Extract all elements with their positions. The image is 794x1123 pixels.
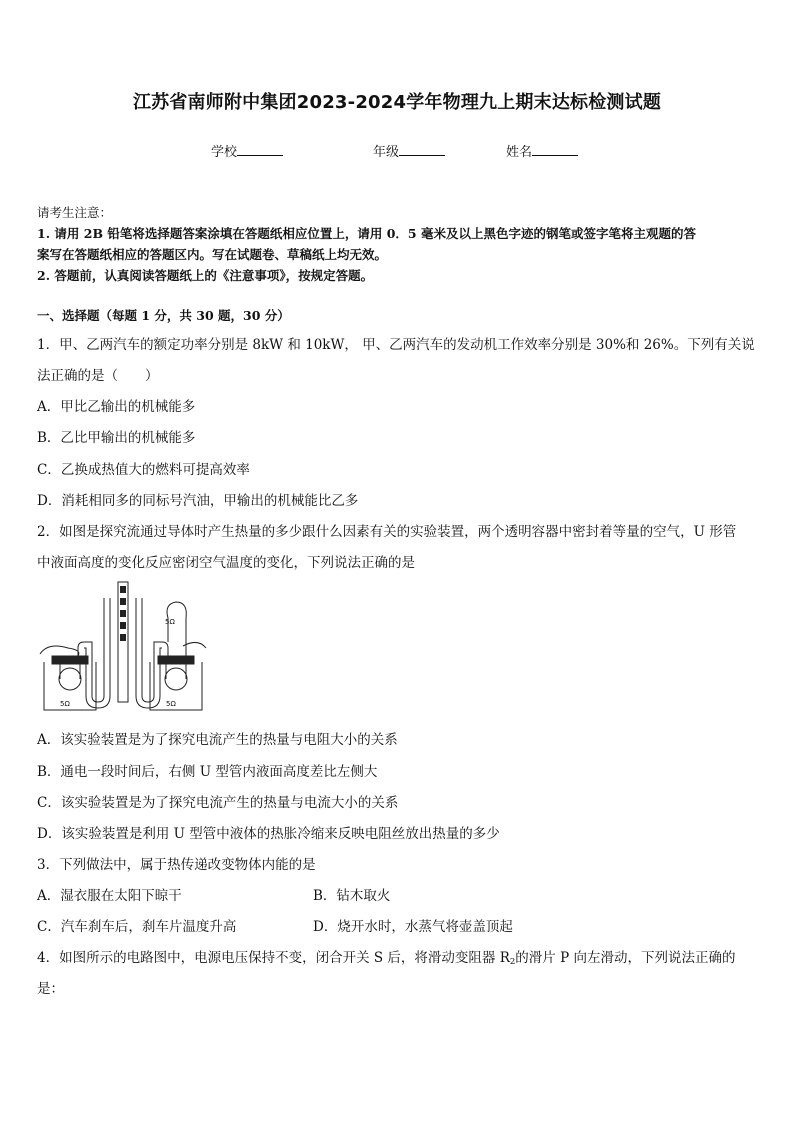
school-field bbox=[211, 141, 283, 160]
q4-stem-part1: 4．如图所示的电路图中，电源电压保持不变，闭合开关 S 后，将滑动变阻器 R bbox=[37, 950, 510, 966]
q4-r-subscript: 2 bbox=[509, 957, 516, 967]
q4-stem-a bbox=[37, 946, 735, 967]
grade-blank bbox=[399, 143, 445, 156]
q1-option-a: A．甲比乙输出的机械能多 bbox=[37, 399, 196, 415]
name-field bbox=[506, 141, 578, 160]
grade-label: 年级 bbox=[373, 145, 400, 160]
q1-option-b: B．乙比甲输出的机械能多 bbox=[37, 430, 196, 446]
q3-stem: 3．下列做法中，属于热传递改变物体内能的是 bbox=[37, 857, 316, 873]
notice-heading: 请考生注意： bbox=[37, 205, 113, 220]
parallel-resistor-wire bbox=[167, 602, 186, 656]
q2-option-c: C．该实验装置是为了探究电流产生的热量与电流大小的关系 bbox=[37, 795, 399, 811]
name-blank bbox=[532, 143, 578, 156]
q1-stem-a: 1．甲、乙两汽车的额定功率分别是 8kW 和 10kW， 甲、乙两汽车的发动机工作效率分别是 30%和 26%。下列有关说 bbox=[37, 337, 755, 353]
q3-option-a: A．湿衣服在太阳下晾干 bbox=[37, 888, 182, 904]
joule-heating-apparatus-figure bbox=[38, 578, 208, 718]
q2-stem-b: 中液面高度的变化反应密闭空气温度的变化，下列说法正确的是 bbox=[37, 555, 415, 571]
section-heading: 一、选择题（每题 1 分，共 30 题，30 分） bbox=[37, 308, 290, 323]
q1-stem-b: 法正确的是（ ） bbox=[37, 368, 159, 384]
notice-line-1a: 1. 请用 2B 铅笔将选择题答案涂填在答题纸相应位置上，请用 0．5 毫米及以上黑色字迹的钢笔或签字笔将主观题的答 bbox=[37, 226, 696, 241]
right-container bbox=[150, 662, 202, 710]
notice-line-1b: 案写在答题纸相应的答题区内。写在试题卷、草稿纸上均无效。 bbox=[37, 247, 388, 262]
notice-line-2: 2. 答题前，认真阅读答题纸上的《注意事项》，按规定答题。 bbox=[37, 268, 374, 283]
page-title: 江苏省南师附中集团2023-2024学年物理九上期末达标检测试题 bbox=[132, 92, 662, 113]
q1-option-d: D．消耗相同多的同标号汽油，甲输出的机械能比乙多 bbox=[37, 493, 359, 509]
right-u-tube bbox=[142, 598, 168, 702]
q2-option-d: D．该实验装置是利用 U 型管中液体的热胀冷缩来反映电阻丝放出热量的多少 bbox=[37, 826, 500, 842]
left-container-lid bbox=[52, 656, 88, 664]
q1-option-c: C．乙换成热值大的燃料可提高效率 bbox=[37, 462, 250, 478]
q2-option-a: A．该实验装置是为了探究电流产生的热量与电阻大小的关系 bbox=[37, 732, 398, 748]
left-resistor-label: 5Ω bbox=[60, 700, 70, 708]
right-container-lid bbox=[158, 656, 194, 664]
grade-field bbox=[373, 141, 445, 160]
school-blank bbox=[237, 143, 283, 156]
q3-option-b: B．钻木取火 bbox=[313, 888, 391, 904]
right-top-resistor-label: 5Ω bbox=[165, 618, 175, 626]
left-u-tube bbox=[78, 598, 104, 702]
q2-option-b: B．通电一段时间后，右侧 U 型管内液面高度差比左侧大 bbox=[37, 764, 378, 780]
q4-stem-b: 是： bbox=[37, 981, 64, 997]
left-container bbox=[44, 662, 96, 710]
school-label: 学校 bbox=[211, 145, 238, 160]
name-label: 姓名 bbox=[506, 145, 533, 160]
right-resistor-label: 5Ω bbox=[166, 700, 176, 708]
q3-option-c: C．汽车刹车后，刹车片温度升高 bbox=[37, 919, 237, 935]
q3-option-d: D．烧开水时，水蒸气将壶盖顶起 bbox=[313, 919, 513, 935]
q4-stem-part2: 的滑片 P 向左滑动，下列说法正确的 bbox=[515, 950, 736, 966]
q2-stem-a: 2．如图是探究流通过导体时产生热量的多少跟什么因素有关的实验装置，两个透明容器中密封着等量的空气，U 形管 bbox=[37, 524, 737, 540]
